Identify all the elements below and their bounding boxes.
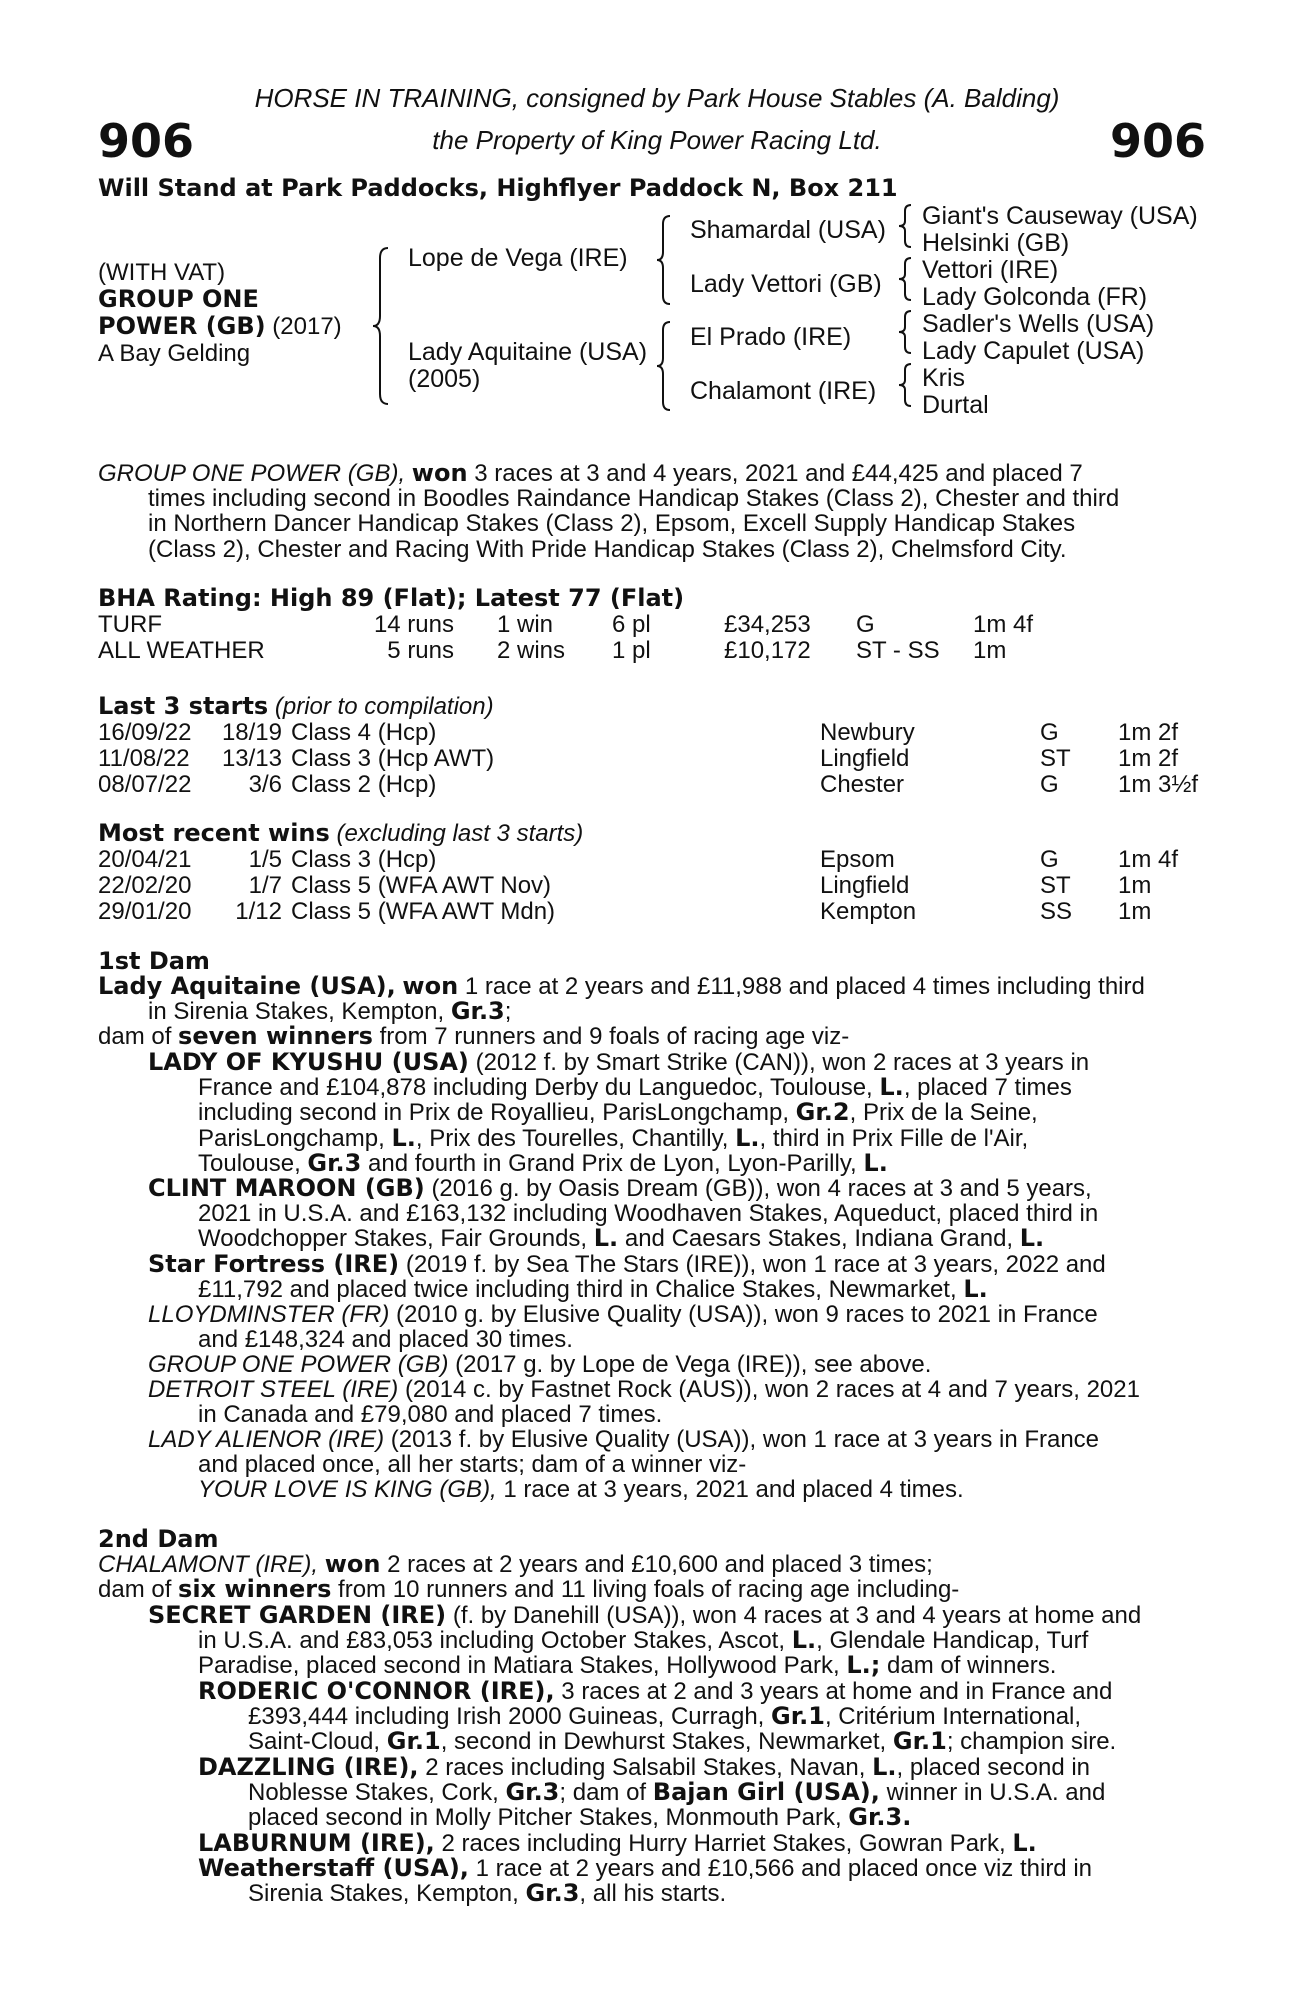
progeny-name: DAZZLING (IRE),: [198, 1753, 419, 1781]
recent-wins-title: Most recent wins: [98, 819, 330, 847]
progeny-text: ParisLongchamp,: [198, 1124, 385, 1152]
progeny-dazzling: [198, 1755, 1192, 1831]
win-date: 20/04/21: [98, 846, 192, 873]
progeny-text: (2017 g. by Lope de Vega (IRE)), see above.: [455, 1351, 932, 1378]
win-position: 1/7: [248, 872, 282, 899]
grade-label: Gr.3: [505, 1778, 560, 1807]
summary-paragraph: [98, 461, 1192, 562]
rating-going: G: [856, 611, 875, 638]
progeny-line: [198, 1123, 1192, 1152]
pedigree-dam-sire: El Prado (IRE): [690, 323, 852, 351]
progeny-name: Bajan Girl (USA),: [652, 1778, 880, 1807]
rating-runs: 5 runs: [387, 637, 454, 664]
progeny-laburnum: [198, 1831, 1192, 1856]
pedigree-sire-sire: Shamardal (USA): [690, 216, 886, 244]
progeny-line: [198, 1075, 1192, 1100]
progeny-line: [148, 1427, 1192, 1452]
start-course: Newbury: [820, 719, 915, 746]
horse-name-line2: [98, 314, 342, 339]
start-distance: 1m 2f: [1118, 745, 1179, 772]
win-course: Kempton: [820, 898, 917, 925]
progeny-line: [148, 1352, 1192, 1377]
win-race: Class 5 (WFA AWT Mdn): [291, 898, 556, 925]
last-starts-title: Last 3 starts: [98, 692, 269, 720]
progeny-text: in U.S.A. and £83,053 including October Stakes, Ascot,: [198, 1627, 786, 1655]
progeny-text: , Critérium International,: [824, 1703, 1082, 1731]
progeny-text: , Prix des Tourelles, Chantilly,: [415, 1124, 729, 1152]
progeny-line: [198, 1831, 1192, 1856]
progeny-lady-of-kyushu: [148, 1050, 1192, 1176]
progeny-name: YOUR LOVE IS KING (GB),: [198, 1476, 497, 1504]
progeny-text: , all his starts.: [579, 1880, 727, 1908]
listed-label: L.: [593, 1224, 619, 1253]
rating-prize: £10,172: [724, 637, 811, 664]
summary-rest: 3 races at 3 and 4 years, 2021 and £44,425 and placed 7: [474, 460, 1083, 487]
progeny-line: [248, 1881, 1192, 1906]
progeny-text: , Glendale Handicap, Turf: [816, 1627, 1089, 1655]
pedigree-g3-1: Giant's Causeway (USA): [922, 202, 1198, 230]
listed-label: L.: [735, 1123, 760, 1152]
pedigree-dam-year: (2005): [408, 365, 481, 393]
grade-label: Gr.1: [771, 1702, 825, 1731]
second-dam-intro: [98, 1552, 1192, 1602]
progeny-line: [148, 1377, 1192, 1402]
start-position: 18/19: [221, 719, 282, 746]
progeny-line: [148, 1252, 1192, 1277]
win-race: Class 3 (Hcp): [291, 846, 437, 873]
progeny-lloydminster: [148, 1302, 1192, 1352]
win-race: Class 5 (WFA AWT Nov): [291, 872, 552, 899]
progeny-text: (2012 f. by Smart Strike (CAN)), won 2 races at 3 years in: [475, 1049, 1090, 1076]
pedigree-g3-6: Lady Capulet (USA): [922, 337, 1145, 365]
pedigree-g3-7: Kris: [922, 364, 966, 392]
listed-label: L.: [863, 1148, 888, 1177]
progeny-name: DETROIT STEEL (IRE): [148, 1376, 399, 1403]
dam-line: [98, 1552, 1192, 1577]
grade-label: Gr.3: [450, 997, 505, 1026]
progeny-line: [148, 1302, 1192, 1327]
horse-description: A Bay Gelding: [98, 340, 251, 367]
recent-wins-note: (excluding last 3 starts): [336, 820, 584, 847]
progeny-text: £11,792 and placed twice including third in Chalice Stakes, Newmarket,: [198, 1276, 957, 1304]
winners-count: six winners: [178, 1575, 332, 1604]
start-race: Class 3 (Hcp AWT): [291, 745, 495, 772]
progeny-text: winner in U.S.A. and: [886, 1779, 1106, 1807]
dam-line: [98, 1577, 1192, 1602]
summary-line: (Class 2), Chester and Racing With Pride Handicap Stakes (Class 2), Chelmsford City.: [148, 535, 1067, 563]
progeny-name: LABURNUM (IRE),: [198, 1829, 435, 1857]
progeny-weatherstaff: [198, 1856, 1192, 1906]
listed-label: L.: [1019, 1224, 1045, 1253]
horse-name-italic: GROUP ONE POWER (GB),: [98, 460, 406, 487]
pedigree-g3-2: Helsinki (GB): [922, 229, 1070, 257]
won-word: won: [402, 972, 459, 1000]
start-race: Class 2 (Hcp): [291, 771, 437, 798]
progeny-line: and £148,324 and placed 30 times.: [198, 1326, 573, 1354]
pedigree-brace-sire: [656, 214, 672, 306]
progeny-star-fortress: [148, 1252, 1192, 1302]
win-distance: 1m: [1118, 872, 1152, 899]
listed-label: L.: [1012, 1829, 1037, 1857]
rating-placed: 6 pl: [612, 611, 651, 638]
summary-line: in Northern Dancer Handicap Stakes (Class 2), Epsom, Excell Supply Handicap Stakes: [148, 510, 1076, 538]
dam-text: dam of: [98, 1023, 172, 1051]
progeny-text: , placed second in: [896, 1754, 1091, 1781]
rating-distance: 1m: [973, 637, 1007, 664]
pedigree-dam: Lady Aquitaine (USA): [408, 338, 648, 366]
progeny-text: £393,444 including Irish 2000 Guineas, Curragh,: [248, 1703, 765, 1731]
progeny-text: 2 races including Hurry Harriet Stakes, Gowran Park,: [441, 1830, 1006, 1857]
listed-label: L.: [791, 1626, 817, 1655]
progeny-text: Noblesse Stakes, Cork,: [248, 1779, 499, 1807]
dam-line: [98, 999, 1192, 1024]
last-starts-note: (prior to compilation): [274, 693, 494, 720]
first-dam-title: 1st Dam: [98, 947, 210, 975]
progeny-text: including second in Prix de Royallieu, ParisLongchamp,: [198, 1099, 789, 1127]
summary-line: times including second in Boodles Raindance Handicap Stakes (Class 2), Chester and third: [148, 485, 1120, 513]
progeny-secret-garden: [148, 1603, 1192, 1679]
progeny-text: ; champion sire.: [946, 1728, 1117, 1756]
dam-text: from 10 runners and 11 living foals of racing age including-: [338, 1576, 960, 1604]
progeny-text: 1 race at 2 years and £10,566 and placed once viz third in: [475, 1855, 1092, 1882]
horse-year: (2017): [272, 313, 342, 340]
grade-label: Gr.3: [307, 1148, 362, 1177]
pedigree-sire: Lope de Vega (IRE): [408, 244, 628, 272]
grade-label: Gr.3.: [848, 1803, 912, 1832]
pedigree-g3-5: Sadler's Wells (USA): [922, 310, 1155, 338]
location-line: Will Stand at Park Paddocks, Highflyer Paddock N, Box 211: [98, 174, 898, 202]
progeny-text: , third in Prix Fille de l'Air,: [759, 1124, 1029, 1152]
rating-going: ST - SS: [856, 637, 940, 664]
progeny-text: (2013 f. by Elusive Quality (USA)), won 1 race at 3 years in France: [390, 1426, 1100, 1453]
dam-text: 2 races at 2 years and £10,600 and placed 3 times;: [387, 1551, 933, 1578]
pedigree-brace-dam: [656, 320, 672, 412]
progeny-line: [198, 1277, 1192, 1302]
pedigree-brace-g3-3: [898, 309, 912, 355]
dam-text: ;: [504, 998, 512, 1026]
win-going: SS: [1040, 898, 1073, 925]
last-starts-heading: [98, 694, 494, 719]
consignment-line: HORSE IN TRAINING, consigned by Park House Stables (A. Balding): [254, 83, 1060, 113]
progeny-line: [198, 1226, 1192, 1251]
pedigree-brace-main: [372, 246, 390, 406]
rating-surface: TURF: [98, 611, 162, 638]
progeny-line: and placed once, all her starts; dam of a winner viz-: [198, 1451, 747, 1479]
progeny-line: [198, 1628, 1192, 1653]
win-course: Epsom: [820, 846, 895, 873]
grade-label: Gr.1: [386, 1727, 441, 1756]
first-dam-intro: [98, 974, 1192, 1050]
recent-wins-heading: [98, 821, 583, 846]
winners-count: seven winners: [178, 1022, 373, 1051]
property-line: the Property of King Power Racing Ltd.: [432, 125, 882, 155]
progeny-text: France and £104,878 including Derby du Languedoc, Toulouse,: [198, 1074, 873, 1102]
progeny-detroit-steel: [148, 1377, 1192, 1427]
start-going: ST: [1040, 745, 1071, 772]
dam-line: [98, 974, 1192, 999]
win-date: 29/01/20: [98, 898, 192, 925]
dam-text: dam of: [98, 1576, 172, 1604]
progeny-line: 2021 in U.S.A. and £163,132 including Woodhaven Stakes, Aqueduct, placed third in: [198, 1200, 1099, 1228]
rating-wins: 1 win: [497, 611, 554, 638]
pedigree-g3-3: Vettori (IRE): [922, 256, 1059, 284]
rating-prize: £34,253: [724, 611, 811, 638]
progeny-text: ; dam of: [559, 1779, 647, 1807]
dam-name: CHALAMONT (IRE),: [98, 1551, 319, 1578]
rating-placed: 1 pl: [612, 637, 651, 664]
won-word: won: [411, 459, 468, 487]
pedigree-brace-g3-2: [898, 256, 912, 302]
progeny-line: [198, 1755, 1192, 1780]
pedigree-brace-g3-1: [898, 203, 912, 249]
progeny-name: LADY OF KYUSHU (USA): [148, 1048, 469, 1076]
progeny-text: (2019 f. by Sea The Stars (IRE)), won 1 race at 3 years, 2022 and: [405, 1251, 1106, 1278]
progeny-text: Woodchopper Stakes, Fair Grounds,: [198, 1225, 588, 1253]
progeny-line: [248, 1780, 1192, 1805]
horse-name-line1: GROUP ONE: [98, 285, 259, 313]
listed-label: L.: [879, 1073, 904, 1102]
start-position: 13/13: [221, 745, 282, 772]
start-position: 3/6: [248, 771, 282, 798]
progeny-text: Sirenia Stakes, Kempton,: [248, 1880, 519, 1908]
progeny-line: [198, 1148, 1192, 1177]
horse-name-2: POWER (GB): [98, 312, 266, 340]
pedigree-dam-dam: Chalamont (IRE): [690, 377, 877, 405]
progeny-text: (2014 c. by Fastnet Rock (AUS)), won 2 races at 4 and 7 years, 2021: [404, 1376, 1140, 1403]
progeny-text: Toulouse,: [198, 1149, 301, 1177]
progeny-name: LLOYDMINSTER (FR): [148, 1301, 390, 1328]
progeny-line: [198, 1679, 1192, 1704]
progeny-name: CLINT MAROON (GB): [148, 1174, 425, 1202]
progeny-name: SECRET GARDEN (IRE): [148, 1601, 447, 1629]
progeny-line: [198, 1477, 1192, 1502]
progeny-text: (f. by Danehill (USA)), won 4 races at 3 and 4 years at home and: [452, 1602, 1142, 1629]
start-going: G: [1040, 771, 1059, 798]
start-course: Lingfield: [820, 745, 910, 772]
summary-line: [98, 461, 1192, 486]
progeny-name: GROUP ONE POWER (GB): [148, 1351, 449, 1378]
dam-text: 1 race at 2 years and £11,988 and placed 4 times including third: [464, 973, 1145, 1000]
progeny-line: [248, 1704, 1192, 1729]
progeny-line: [248, 1805, 1192, 1830]
progeny-text: Paradise, placed second in Matiara Stakes, Hollywood Park,: [198, 1652, 840, 1680]
progeny-text: , placed 7 times: [903, 1074, 1072, 1102]
start-distance: 1m 3½f: [1118, 771, 1199, 798]
rating-title: BHA Rating: High 89 (Flat); Latest 77 (Flat): [98, 584, 685, 612]
progeny-line: [148, 1050, 1192, 1075]
win-date: 22/02/20: [98, 872, 192, 899]
progeny-line: [198, 1100, 1192, 1125]
start-going: G: [1040, 719, 1059, 746]
dam-text: from 7 runners and 9 foals of racing age viz-: [379, 1023, 850, 1051]
progeny-text: and fourth in Grand Prix de Lyon, Lyon-Parilly,: [368, 1149, 857, 1177]
start-course: Chester: [820, 771, 905, 798]
progeny-line: [198, 1653, 1192, 1678]
progeny-text: dam of winners.: [887, 1652, 1057, 1680]
progeny-group-one-power: [148, 1352, 1192, 1377]
start-date: 16/09/22: [98, 719, 192, 746]
progeny-line: [198, 1856, 1192, 1881]
lot-number-right: 906: [1109, 114, 1206, 168]
win-position: 1/12: [235, 898, 282, 925]
win-going: ST: [1040, 872, 1071, 899]
progeny-text: placed second in Molly Pitcher Stakes, Monmouth Park,: [248, 1804, 842, 1832]
win-course: Lingfield: [820, 872, 910, 899]
lot-number-left: 906: [98, 114, 195, 168]
progeny-name: RODERIC O'CONNOR (IRE),: [198, 1677, 555, 1705]
progeny-lady-alienor: [148, 1427, 1192, 1503]
progeny-text: (2010 g. by Elusive Quality (USA)), won 9 races to 2021 in France: [396, 1301, 1098, 1328]
start-distance: 1m 2f: [1118, 719, 1179, 746]
progeny-text: (2016 g. by Oasis Dream (GB)), won 4 races at 3 and 5 years,: [431, 1175, 1092, 1202]
grade-label: Gr.2: [795, 1098, 850, 1127]
progeny-roderic-oconnor: [198, 1679, 1192, 1755]
progeny-name: LADY ALIENOR (IRE): [148, 1426, 385, 1453]
grade-label: Gr.3: [525, 1879, 580, 1908]
listed-label: L.: [391, 1123, 416, 1152]
rating-surface: ALL WEATHER: [98, 637, 265, 664]
progeny-name: Weatherstaff (USA),: [198, 1854, 469, 1882]
progeny-text: , Prix de la Seine,: [849, 1099, 1038, 1127]
win-distance: 1m 4f: [1118, 846, 1179, 873]
rating-distance: 1m 4f: [973, 611, 1034, 638]
progeny-line: [148, 1603, 1192, 1628]
listed-label: L.: [872, 1753, 897, 1781]
start-date: 08/07/22: [98, 771, 192, 798]
listed-label: L.: [963, 1275, 988, 1304]
dam-name: Lady Aquitaine (USA),: [98, 972, 396, 1000]
grade-label: Gr.1: [892, 1727, 947, 1756]
progeny-clint-maroon: [148, 1176, 1192, 1252]
progeny-text: and Caesars Stakes, Indiana Grand,: [624, 1225, 1014, 1253]
progeny-text: 2 races including Salsabil Stakes, Navan,: [425, 1754, 866, 1781]
progeny-text: , second in Dewhurst Stakes, Newmarket,: [440, 1728, 887, 1756]
progeny-name: Star Fortress (IRE): [148, 1250, 400, 1278]
progeny-line: [148, 1176, 1192, 1201]
progeny-line: in Canada and £79,080 and placed 7 times.: [198, 1401, 663, 1429]
progeny-text: Saint-Cloud,: [248, 1728, 381, 1756]
dam-text: in Sirenia Stakes, Kempton,: [148, 998, 445, 1026]
rating-runs: 14 runs: [373, 611, 454, 638]
progeny-text: 1 race at 3 years, 2021 and placed 4 times.: [503, 1476, 964, 1504]
pedigree-sire-dam: Lady Vettori (GB): [690, 270, 882, 298]
progeny-line: [248, 1729, 1192, 1754]
start-race: Class 4 (Hcp): [291, 719, 437, 746]
won-word: won: [324, 1550, 381, 1578]
rating-wins: 2 wins: [497, 637, 566, 664]
listed-label: L.;: [846, 1651, 881, 1680]
win-position: 1/5: [248, 846, 282, 873]
progeny-text: 3 races at 2 and 3 years at home and in France and: [561, 1678, 1113, 1705]
pedigree-brace-g3-4: [898, 362, 912, 408]
vat-label: (WITH VAT): [98, 259, 226, 286]
dam-line: [98, 1024, 1192, 1049]
pedigree-g3-8: Durtal: [922, 391, 989, 419]
win-distance: 1m: [1118, 898, 1152, 925]
start-date: 11/08/22: [98, 745, 190, 772]
win-going: G: [1040, 846, 1059, 873]
pedigree-g3-4: Lady Golconda (FR): [922, 283, 1148, 311]
second-dam-title: 2nd Dam: [98, 1525, 219, 1553]
